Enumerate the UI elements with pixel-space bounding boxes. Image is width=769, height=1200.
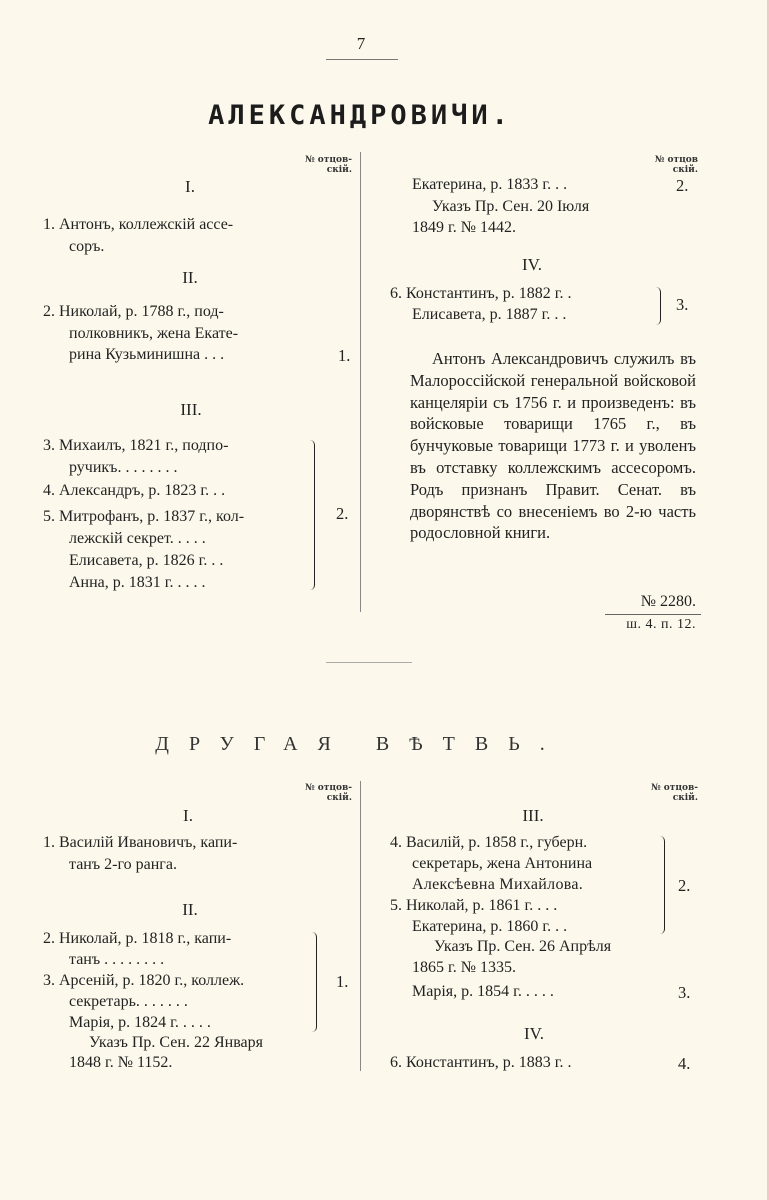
decree-line: Указъ Пр. Сен. 20 Іюля [432,198,590,215]
section-separator [326,662,412,663]
entry-line: Марія, р. 1854 г. . . . . [412,983,554,1000]
entry-line: Анна, р. 1831 г. . . . . [69,574,206,591]
entry-line: 5. Николай, р. 1861 г. . . . [390,897,558,914]
father-ref-number: 3. [676,295,689,314]
entry-line: 3. Михаилъ, 1821 г., подпо- [43,437,229,454]
archive-shelf: ш. 4. п. 12. [626,617,696,632]
brace [656,287,661,325]
entry-line: 1. Антонъ, коллежскій ассе- [43,216,234,233]
entry-line: секретарь. . . . . . . [69,993,188,1010]
entry-line: 5. Митрофанъ, р. 1837 г., кол- [43,508,245,525]
history-text: Антонъ Александровичъ служилъ въ Малороссійской генеральной войсковой канцеляріи съ 1756 г. и произведенъ: въ войсковые товарищи 1765 г., въ бунчуковые товарищи 1773 г. и уволенъ въ отставку коллежскимъ ассесоромъ. Родъ признанъ Правит. Сенат. въ дворянствѣ со внесеніемъ во 2-ю часть родословной книги. [410,349,696,543]
column-header-line: № отцов- [304,783,352,793]
entry-line: 3. Арсеній, р. 1820 г., коллеж. [43,972,245,989]
generation-heading: IV. [524,1024,544,1043]
column-header-line: скій. [326,793,352,803]
column-header-line: № отцов- [304,155,352,165]
page-number: 7 [356,34,366,53]
column-header-right [636,155,698,175]
section-title: АЛЕКСАНДРОВИЧИ. [208,100,512,131]
column-divider [360,152,361,612]
entry-line: 6. Константинъ, р. 1883 г. . [390,1054,572,1071]
brace [660,836,665,934]
column-header-line: № отцов [654,155,698,165]
entry-line: 4. Василій, р. 1858 г., губерн. [390,834,588,851]
page-number-rule [326,59,398,60]
entry-line: 2. Николай, р. 1818 г., капи- [43,930,232,947]
father-ref-number: 2. [676,176,689,195]
entry-line: Екатерина, р. 1833 г. . . [412,176,568,193]
entry-line: полковникъ, жена Екате- [69,325,239,342]
entry-line: 1. Василій Ивановичъ, капи- [43,834,238,851]
father-ref-number: 1. [336,972,349,991]
entry-line: Марія, р. 1824 г. . . . . [69,1014,211,1031]
generation-heading: II. [182,268,198,287]
entry-line: соръ. [69,238,105,255]
generation-heading: III. [180,400,202,419]
decree-line: Указъ Пр. Сен. 26 Апрѣля [434,938,612,955]
entry-line: танъ 2-го ранга. [69,856,177,873]
father-ref-number: 2. [678,876,691,895]
brace [310,440,315,590]
entry-line: секретарь, жена Антонина [412,855,593,872]
column-header-line: скій. [326,165,352,175]
decree-line: Указъ Пр. Сен. 22 Января [89,1034,263,1051]
generation-heading: I. [185,177,195,196]
column-header-line: № отцов- [650,783,698,793]
column-header-line: скій. [672,793,698,803]
generation-heading: III. [522,806,544,825]
column-header-line: скій. [672,165,698,175]
generation-heading: IV. [522,255,542,274]
entry-line: танъ . . . . . . . . [69,951,165,968]
entry-line: Екатерина, р. 1860 г. . . [412,918,568,935]
entry-line: Алексѣевна Михайлова. [412,876,584,893]
archive-rule [605,614,701,615]
entry-line: Елисавета, р. 1826 г. . . [69,552,224,569]
father-ref-number: 2. [336,504,349,523]
brace [312,932,317,1032]
entry-line: рина Кузьминишна . . . [69,346,225,363]
entry-line: Елисавета, р. 1887 г. . . [412,306,567,323]
entry-line: ручикъ. . . . . . . . [69,459,178,476]
column-header-left [290,155,352,175]
subsection-title: ДРУГАЯ ВѢТВЬ. [155,733,565,755]
father-ref-number: 1. [338,346,351,365]
archive-number: № 2280. [640,593,696,610]
column-divider [360,781,361,1071]
decree-line: 1849 г. № 1442. [412,219,517,236]
father-ref-number: 4. [678,1054,691,1073]
column-header-right [636,783,698,803]
entry-line: 6. Константинъ, р. 1882 г. . [390,285,572,302]
generation-heading: I. [183,806,193,825]
entry-line: 4. Александръ, р. 1823 г. . . [43,482,226,499]
entry-line: 2. Николай, р. 1788 г., под- [43,303,224,320]
generation-heading: II. [182,900,198,919]
history-paragraph [410,348,696,544]
father-ref-number: 3. [678,983,691,1002]
decree-line: 1865 г. № 1335. [412,959,517,976]
decree-line: 1848 г. № 1152. [69,1054,173,1071]
entry-line: лежскій секрет. . . . . [69,530,206,547]
column-header-left [290,783,352,803]
